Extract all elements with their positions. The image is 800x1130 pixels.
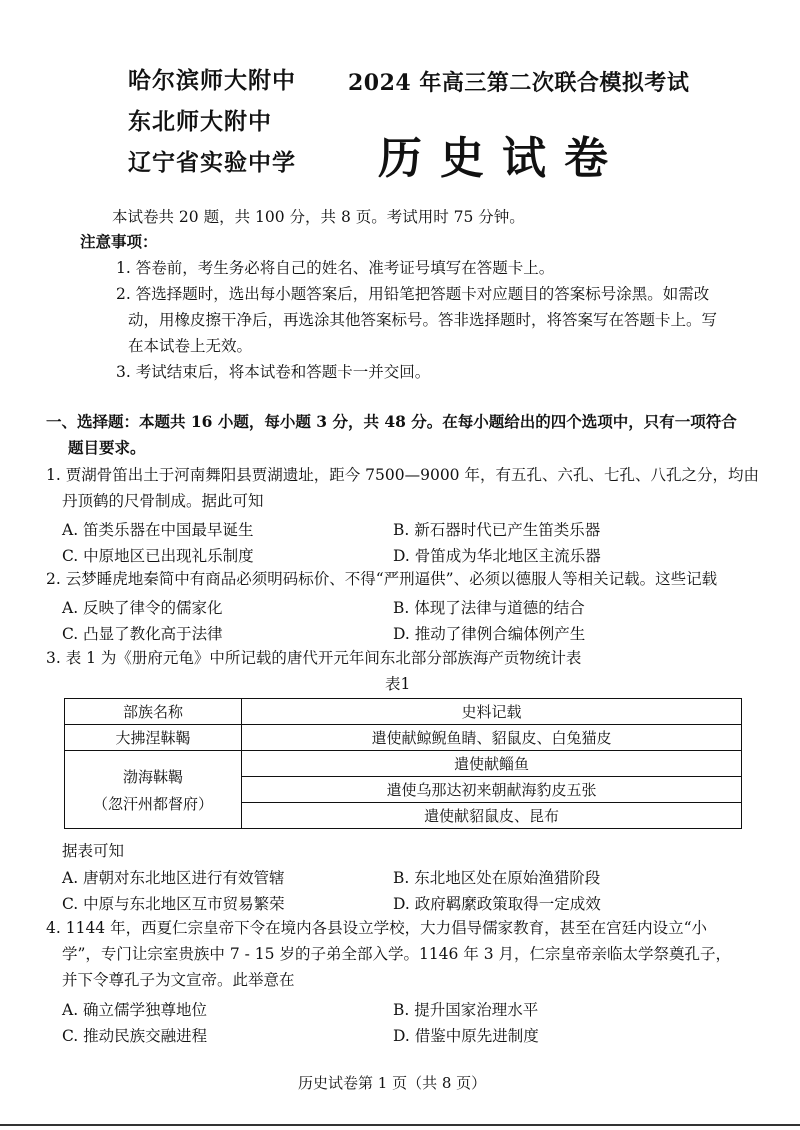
table-row [65, 725, 742, 751]
notice-item: 动，用橡皮擦干净后，再选涂其他答案标号。答非选择题时，将答案写在答题卡上。写 [128, 311, 718, 329]
question-3-option-b: B. 东北地区处在原始渔猎阶段 [393, 869, 601, 887]
table-cell-tribe-group [65, 751, 242, 829]
question-3-after: 据表可知 [62, 842, 125, 860]
table-header-row [65, 699, 742, 725]
question-3-option-d: D. 政府羁縻政策取得一定成效 [393, 895, 601, 913]
notice-item: 2. 答选择题时，选出每小题答案后，用铅笔把答题卡对应题目的答案标号涂黑。如需改 [116, 285, 710, 303]
question-1-option-c: C. 中原地区已出现礼乐制度 [62, 547, 254, 565]
question-4-stem: 4. 1144 年，西夏仁宗皇帝下令在境内各县设立学校，大力倡导儒家教育，甚至在宫廷内设立“小 [46, 919, 708, 937]
question-1-stem: 1. 贾湖骨笛出土于河南舞阳县贾湖遗址，距今 7500—9000 年，有五孔、六孔、七孔、八孔之分，均由 [46, 466, 759, 484]
table-cell-record: 遣使乌那达初来朝献海豹皮五张 [242, 777, 742, 803]
table-header-cell: 部族名称 [65, 699, 242, 725]
subject-title: 历史试卷 [378, 133, 626, 184]
question-2-option-a: A. 反映了律令的儒家化 [62, 599, 223, 617]
table-cell-record: 遣使献貂鼠皮、昆布 [242, 803, 742, 829]
school-name-2: 东北师大附中 [128, 109, 272, 135]
table-cell-tribe: 大拂涅靺鞨 [65, 725, 242, 751]
question-3-option-c: C. 中原与东北地区互市贸易繁荣 [62, 895, 285, 913]
notice-item: 1. 答卷前，考生务必将自己的姓名、准考证号填写在答题卡上。 [116, 259, 555, 277]
section-heading: 一、选择题：本题共 16 小题，每小题 3 分，共 48 分。在每小题给出的四个选项中，只有一项符合 [46, 412, 737, 431]
question-1-option-d: D. 骨笛成为华北地区主流乐器 [393, 547, 601, 565]
question-1-option-b: B. 新石器时代已产生笛类乐器 [393, 521, 601, 539]
school-name-1: 哈尔滨师大附中 [128, 68, 296, 94]
page-footer: 历史试卷第 1 页（共 8 页） [298, 1074, 487, 1092]
table-row [65, 751, 742, 777]
question-4-option-c: C. 推动民族交融进程 [62, 1027, 208, 1045]
bottom-edge-line [0, 1124, 800, 1126]
table-cell-record: 遣使献鲸鲵鱼睛、貂鼠皮、白兔猫皮 [242, 725, 742, 751]
question-1-stem-cont: 丹顶鹤的尺骨制成。据此可知 [62, 492, 264, 510]
question-4-option-b: B. 提升国家治理水平 [393, 1001, 539, 1019]
table-cell-record: 遣使献鲻鱼 [242, 751, 742, 777]
question-4-stem-cont: 并下令尊孔子为文宣帝。此举意在 [62, 971, 295, 989]
question-1-option-a: A. 笛类乐器在中国最早诞生 [62, 521, 254, 539]
question-4-option-a: A. 确立儒学独尊地位 [62, 1001, 208, 1019]
question-2-option-d: D. 推动了律例合编体例产生 [393, 625, 586, 643]
school-name-3: 辽宁省实验中学 [128, 150, 296, 176]
table-header-cell: 史料记载 [242, 699, 742, 725]
question-4-stem-cont: 学”，专门让宗室贵族中 7 - 15 岁的子弟全部入学。1146 年 3 月，仁宗皇帝亲临太学祭奠孔子， [62, 945, 732, 963]
question-2-option-b: B. 体现了法律与道德的结合 [393, 599, 585, 617]
section-heading-cont: 题目要求。 [68, 438, 146, 457]
tribute-table [64, 698, 742, 829]
question-4-option-d: D. 借鉴中原先进制度 [393, 1027, 539, 1045]
question-2-stem: 2. 云梦睡虎地秦简中有商品必须明码标价、不得“严刑逼供”、必须以德服人等相关记载。这些记载 [46, 570, 718, 588]
tribe-group-sub: （忽汗州都督府） [92, 794, 213, 813]
notice-item: 在本试卷上无效。 [128, 337, 253, 355]
notice-title: 注意事项： [80, 232, 158, 251]
notice-item: 3. 考试结束后，将本试卷和答题卡一并交回。 [116, 363, 431, 381]
question-2-option-c: C. 凸显了教化高于法律 [62, 625, 223, 643]
question-3-stem: 3. 表 1 为《册府元龟》中所记载的唐代开元年间东北部分部族海产贡物统计表 [46, 649, 582, 667]
exam-title: 2024 年高三第二次联合模拟考试 [348, 70, 690, 96]
exam-intro: 本试卷共 20 题，共 100 分，共 8 页。考试用时 75 分钟。 [112, 208, 525, 226]
tribe-group-name: 渤海靺鞨 [122, 767, 183, 786]
table-caption: 表1 [385, 675, 411, 693]
question-3-option-a: A. 唐朝对东北地区进行有效管辖 [62, 869, 285, 887]
